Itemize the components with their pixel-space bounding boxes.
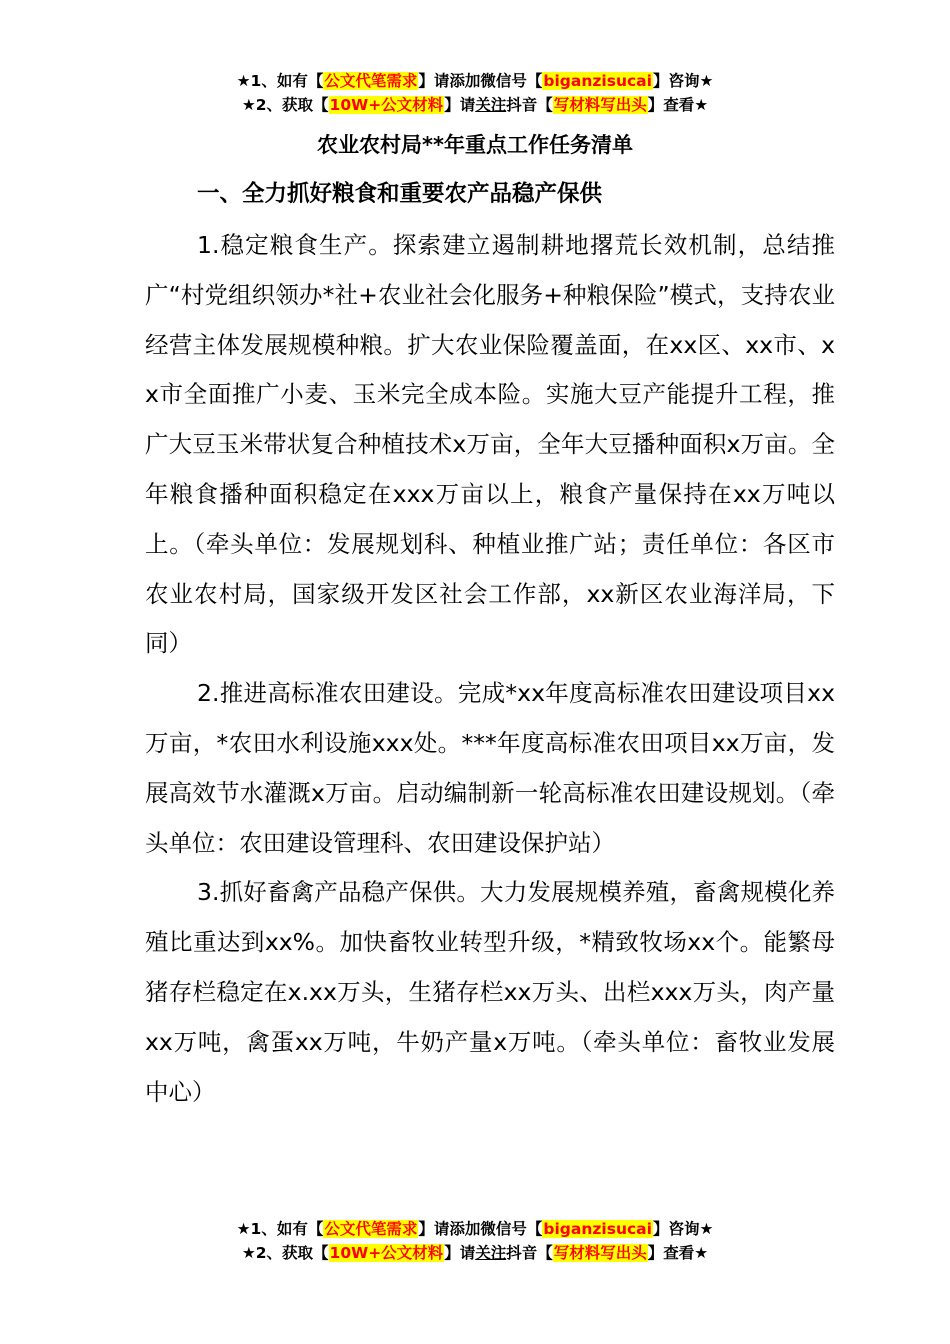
document-body <box>145 221 835 1117</box>
banner-text-emphasis: 加 <box>464 72 481 90</box>
banner-text: 】查看★ <box>647 96 709 114</box>
banner-text: ★1、如有【 <box>236 1220 324 1238</box>
footer-banner <box>0 1217 950 1265</box>
banner-line-2 <box>0 1241 950 1265</box>
banner-line-1 <box>0 69 950 93</box>
banner-highlight: 公文代笔需求 <box>324 1220 418 1238</box>
banner-text: 】请 <box>444 96 476 114</box>
banner-text-underlined: 关注 <box>475 1244 507 1262</box>
paragraph-1: 1.稳定粮食生产。探索建立遏制耕地撂荒长效机制，总结推广“村党组织领办*社+农业社会化服务+种粮保险”模式，支持农业经营主体发展规模种粮。扩大农业保险覆盖面，在xx区、xx市、xx市全面推广小麦、玉米完全成本险。实施大豆产能提升工程，推广大豆玉米带状复合种植技术x万亩，全年大豆播种面积x万亩。全年粮食播种面积稳定在xxx万亩以上，粮食产量保持在xx万吨以上。（牵头单位：发展规划科、种植业推广站；责任单位：各区市农业农村局，国家级开发区社会工作部，xx新区农业海洋局，下同） <box>145 231 835 658</box>
banner-text: 抖音【 <box>506 96 553 114</box>
banner-highlight: 写材料写出头 <box>553 96 647 114</box>
banner-line-1 <box>0 1217 950 1241</box>
banner-text: 】请添 <box>418 72 465 90</box>
banner-text: ★1、如有【 <box>236 72 324 90</box>
banner-text: 抖音【 <box>506 1244 553 1262</box>
banner-text: ★2、获取【 <box>241 96 329 114</box>
banner-text: 微信号【 <box>480 1220 543 1238</box>
paragraph-3: 3.抓好畜禽产品稳产保供。大力发展规模养殖，畜禽规模化养殖比重达到xx%。加快畜牧业转型升级，*精致牧场xx个。能繁母猪存栏稳定在x.xx万头，生猪存栏xx万头、出栏xxx万头，肉产量xx万吨，禽蛋xx万吨，牛奶产量x万吨。（牵头单位：畜牧业发展中心） <box>145 878 835 1106</box>
banner-text: 】咨询★ <box>652 72 714 90</box>
banner-text: 】请添 <box>418 1220 465 1238</box>
paragraph-2: 2.推进高标准农田建设。完成*xx年度高标准农田建设项目xx万亩，*农田水利设施xxx处。***年度高标准农田项目xx万亩，发展高效节水灌溉x万亩。启动编制新一轮高标准农田建设规划。（牵头单位：农田建设管理科、农田建设保护站） <box>145 679 835 857</box>
banner-text: 】查看★ <box>647 1244 709 1262</box>
banner-text-underlined: 关注 <box>475 96 507 114</box>
banner-text: 微信号【 <box>480 72 543 90</box>
banner-text-emphasis: 加 <box>464 1220 481 1238</box>
banner-highlight: 10W+公文材料 <box>329 1244 444 1262</box>
banner-highlight: biganzisucai <box>543 72 652 90</box>
banner-highlight: biganzisucai <box>543 1220 652 1238</box>
banner-highlight: 公文代笔需求 <box>324 72 418 90</box>
banner-line-2 <box>0 93 950 117</box>
header-banner <box>0 69 950 117</box>
section-heading: 一、全力抓好粮食和重要农产品稳产保供 <box>197 181 603 207</box>
banner-text: 】咨询★ <box>652 1220 714 1238</box>
banner-text: 】请 <box>444 1244 476 1262</box>
banner-highlight: 10W+公文材料 <box>329 96 444 114</box>
banner-highlight: 写材料写出头 <box>553 1244 647 1262</box>
banner-text: ★2、获取【 <box>241 1244 329 1262</box>
document-title: 农业农村局**年重点工作任务清单 <box>317 133 633 157</box>
